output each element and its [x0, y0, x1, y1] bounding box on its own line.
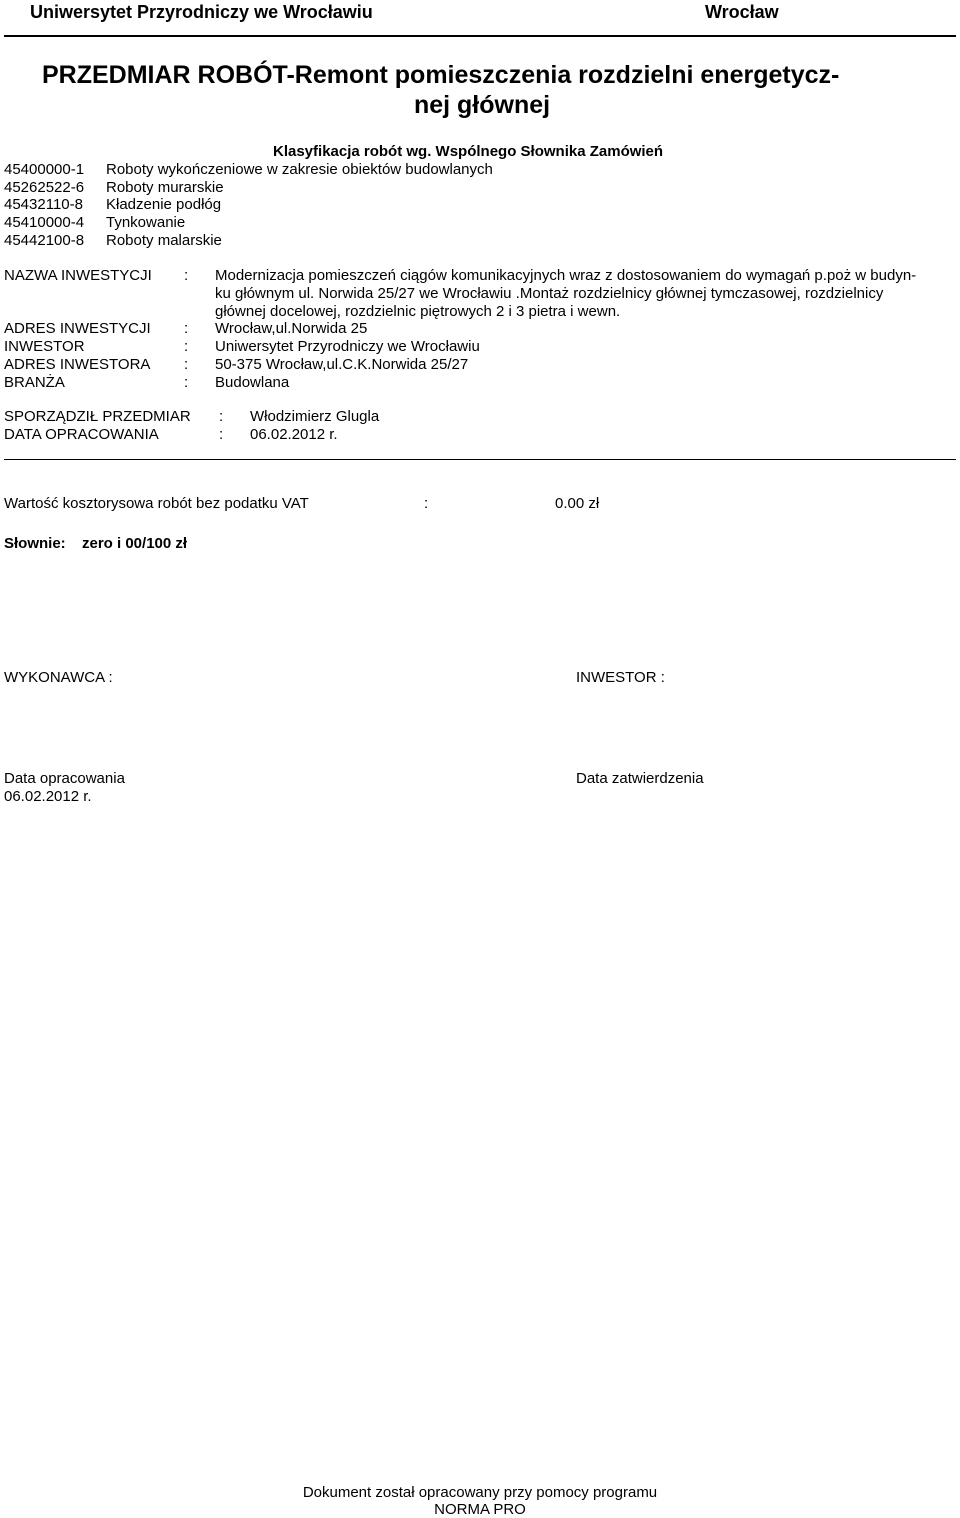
- investor-label: INWESTOR: [4, 338, 85, 355]
- investor-signature-label: INWESTOR :: [576, 669, 665, 686]
- cpv-description: Tynkowanie: [106, 214, 186, 231]
- footer-line-2: NORMA PRO: [434, 1501, 526, 1518]
- institution-name: Uniwersytet Przyrodniczy we Wrocławiu: [30, 2, 373, 22]
- cpv-description: Roboty wykończeniowe w zakresie obiektów budowlanych: [106, 161, 493, 178]
- field-separator: :: [219, 426, 224, 443]
- investment-name-line: głównej docelowej, rozdzielnic piętrowych 2 i 3 pietra i wewn.: [215, 303, 621, 320]
- investment-name-line: Modernizacja pomieszczeń ciągów komunikacyjnych wraz z dostosowaniem do wymagań p.poż w budyn-: [215, 267, 917, 284]
- field-separator: :: [184, 267, 189, 284]
- cost-words-value: zero i 00/100 zł: [82, 535, 188, 552]
- investment-name-label: NAZWA INWESTYCJI: [4, 267, 152, 284]
- investor-address-label: ADRES INWESTORA: [4, 356, 151, 373]
- footer-line-1: Dokument został opracowany przy pomocy programu: [302, 1484, 658, 1501]
- field-separator: :: [184, 374, 189, 391]
- preparation-date-signature: 06.02.2012 r.: [4, 788, 92, 805]
- section-divider: [4, 459, 956, 460]
- cost-label: Wartość kosztorysowa robót bez podatku VAT: [4, 495, 309, 512]
- contractor-signature-label: WYKONAWCA :: [4, 669, 113, 686]
- investor-value: Uniwersytet Przyrodniczy we Wrocławiu: [215, 338, 480, 355]
- cost-value: 0.00 zł: [555, 495, 600, 512]
- branch-value: Budowlana: [215, 374, 290, 391]
- city-name: Wrocław: [705, 2, 779, 22]
- cpv-code: 45410000-4: [4, 214, 85, 231]
- header-divider: [4, 35, 956, 37]
- cpv-description: Kładzenie podłóg: [106, 196, 222, 213]
- field-separator: :: [219, 408, 224, 425]
- investment-name-line: ku głównym ul. Norwida 25/27 we Wrocławiu .Montaż rozdzielnicy głównej tymczasowej, rozdzielnicy: [215, 285, 884, 302]
- classification-heading: Klasyfikacja robót wg. Wspólnego Słownika Zamówień: [273, 143, 664, 160]
- field-separator: :: [184, 338, 189, 355]
- investment-address-value: Wrocław,ul.Norwida 25: [215, 320, 368, 337]
- document-title-line-2: nej głównej: [413, 91, 551, 119]
- cpv-code: 45442100-8: [4, 232, 85, 249]
- preparation-date-label: DATA OPRACOWANIA: [4, 426, 159, 443]
- field-separator: :: [184, 320, 189, 337]
- cost-words-label: Słownie:: [4, 535, 66, 552]
- document-title: [42, 60, 922, 120]
- document-title-line-1: PRZEDMIAR ROBÓT-Remont pomieszczenia rozdzielni energetycz-: [42, 61, 840, 89]
- cpv-description: Roboty murarskie: [106, 179, 224, 196]
- prepared-by-label: SPORZĄDZIŁ PRZEDMIAR: [4, 408, 191, 425]
- field-separator: :: [184, 356, 189, 373]
- cost-separator: :: [424, 495, 429, 512]
- branch-label: BRANŻA: [4, 374, 65, 391]
- investment-address-label: ADRES INWESTYCJI: [4, 320, 151, 337]
- cpv-code: 45432110-8: [4, 196, 83, 213]
- prepared-by-value: Włodzimierz Glugla: [250, 408, 380, 425]
- cpv-description: Roboty malarskie: [106, 232, 222, 249]
- investment-name-value: [215, 267, 925, 321]
- approval-date-caption: Data zatwierdzenia: [576, 770, 704, 787]
- cpv-code: 45400000-1: [4, 161, 85, 178]
- investor-address-value: 50-375 Wrocław,ul.C.K.Norwida 25/27: [215, 356, 469, 373]
- preparation-date-value: 06.02.2012 r.: [250, 426, 338, 443]
- preparation-date-caption: Data opracowania: [4, 770, 125, 787]
- cpv-code: 45262522-6: [4, 179, 85, 196]
